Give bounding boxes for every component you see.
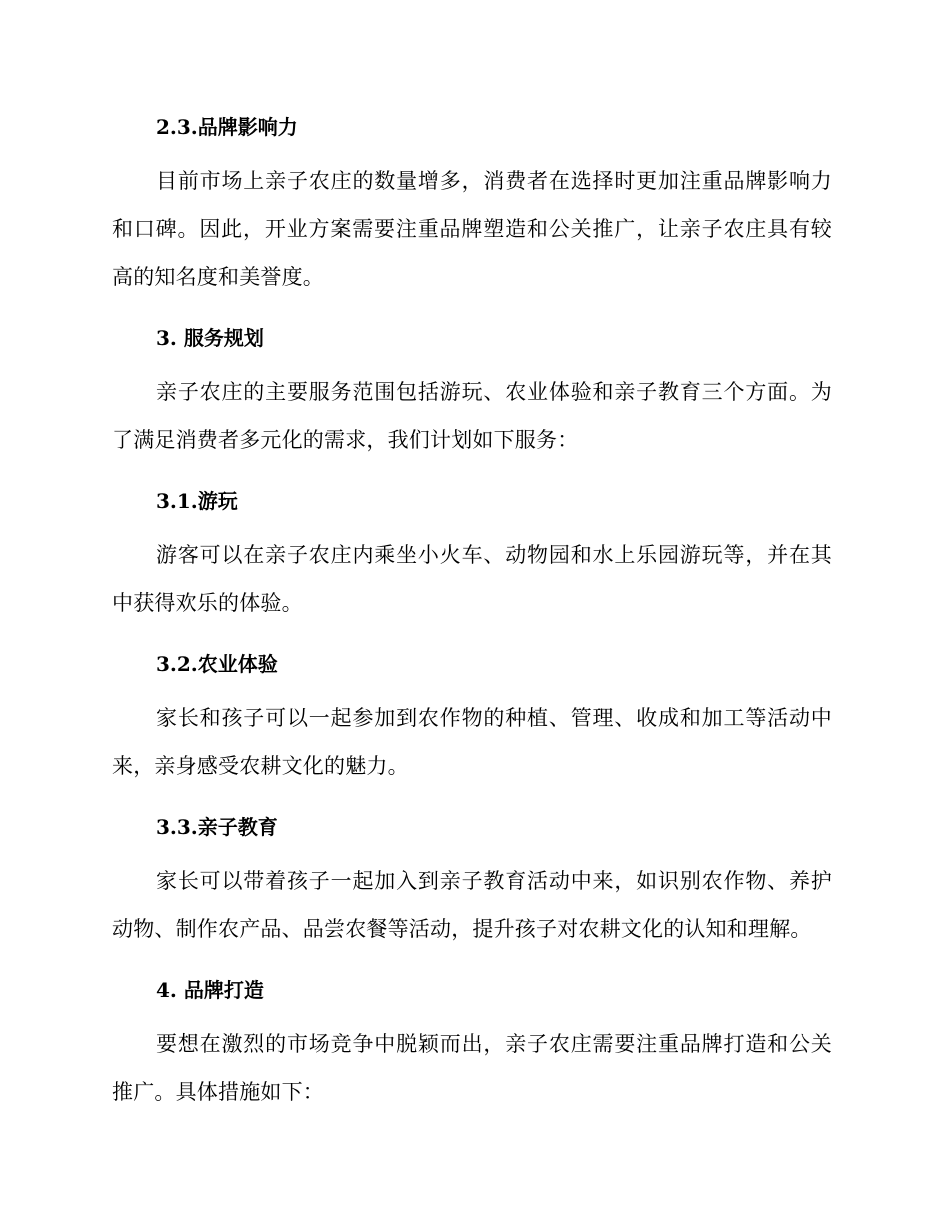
document-page xyxy=(112,110,832,1116)
section-heading-4: 4. 品牌打造 xyxy=(156,978,264,1002)
section-heading-2-3: 2.3.品牌影响力 xyxy=(156,115,298,139)
section-heading-3-3: 3.3.亲子教育 xyxy=(156,815,278,839)
section-heading-3: 3. 服务规划 xyxy=(156,326,264,350)
section-body-3: 亲子农庄的主要服务范围包括游玩、农业体验和亲子教育三个方面。为了满足消费者多元化的需求，我们计划如下服务： xyxy=(112,380,832,452)
section-heading-3-2: 3.2.农业体验 xyxy=(156,652,278,676)
section-body-4: 要想在激烈的市场竞争中脱颖而出，亲子农庄需要注重品牌打造和公关推广。具体措施如下： xyxy=(112,1032,832,1104)
section-body-3-2: 家长和孩子可以一起参加到农作物的种植、管理、收成和加工等活动中来，亲身感受农耕文化的魅力。 xyxy=(112,706,832,778)
section-body-3-3: 家长可以带着孩子一起加入到亲子教育活动中来，如识别农作物、养护动物、制作农产品、品尝农餐等活动，提升孩子对农耕文化的认知和理解。 xyxy=(112,869,832,941)
section-heading-3-1: 3.1.游玩 xyxy=(156,489,238,513)
section-body-3-1: 游客可以在亲子农庄内乘坐小火车、动物园和水上乐园游玩等，并在其中获得欢乐的体验。 xyxy=(112,543,832,615)
section-body-2-3: 目前市场上亲子农庄的数量增多，消费者在选择时更加注重品牌影响力和口碑。因此，开业方案需要注重品牌塑造和公关推广，让亲子农庄具有较高的知名度和美誉度。 xyxy=(112,169,832,289)
